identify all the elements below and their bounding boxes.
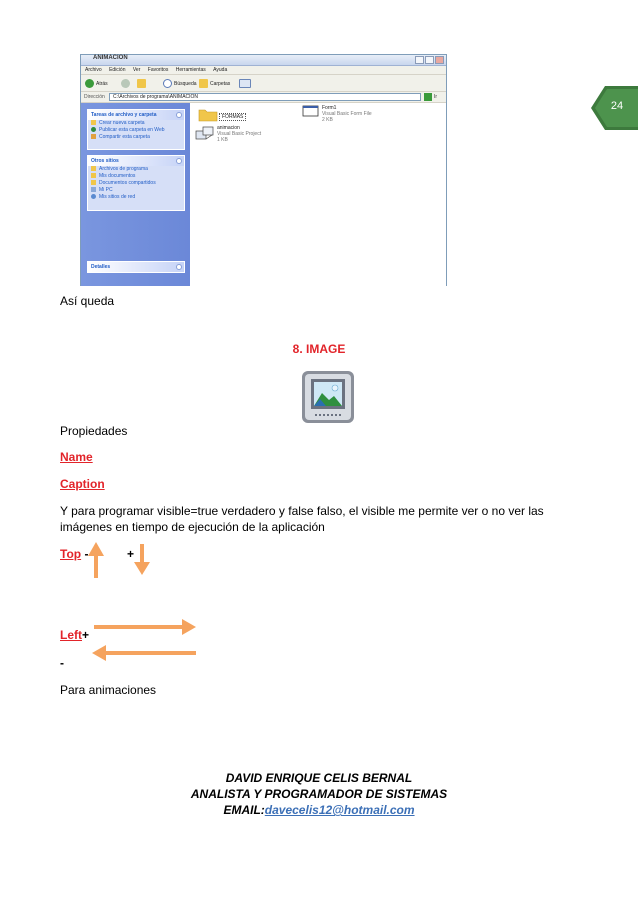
network-icon xyxy=(91,194,96,199)
documents-folder-icon xyxy=(91,173,96,178)
menu-favoritos[interactable]: Favoritos xyxy=(147,67,169,73)
back-button[interactable] xyxy=(85,79,108,89)
name-property: Name xyxy=(60,450,93,464)
left-property: Left xyxy=(60,628,82,642)
file-tasks-panel xyxy=(87,109,185,150)
top-property: Top xyxy=(60,547,82,561)
window-title: ANIMACION xyxy=(93,55,128,61)
shared-folder-icon xyxy=(91,180,96,185)
left-minus: - xyxy=(60,656,64,670)
footer-author: DAVID ENRIQUE CELIS BERNAL xyxy=(225,771,413,785)
back-label: Atrás xyxy=(96,80,108,87)
right-arrow-icon xyxy=(94,619,196,635)
views-button[interactable] xyxy=(239,79,253,89)
page-number: 24 xyxy=(610,100,624,112)
visible-description-line1: Y para programar visible=true verdadero y false falso, el visible me permite ver o no ver las xyxy=(60,504,544,518)
search-icon xyxy=(163,79,172,88)
file-size: 1 KB xyxy=(217,137,228,143)
views-icon xyxy=(239,79,251,88)
address-input[interactable]: C:\Archivos de programa\ANIMACION xyxy=(109,93,421,101)
place-label: Archivos de programa xyxy=(99,166,148,172)
expand-icon[interactable] xyxy=(176,264,182,270)
vb-project-icon xyxy=(194,125,216,143)
place-my-documents[interactable] xyxy=(88,173,184,180)
top-arrows xyxy=(84,540,156,580)
menu-bar xyxy=(81,66,446,75)
top-minus: - xyxy=(84,547,89,561)
file-tasks-title: Tareas de archivo y carpeta xyxy=(91,112,157,118)
task-publish-web[interactable] xyxy=(88,127,184,134)
other-places-panel xyxy=(87,155,185,211)
share-folder-icon xyxy=(91,134,96,139)
folder-item-formas[interactable] xyxy=(198,107,244,124)
menu-herramientas[interactable]: Herramientas xyxy=(175,67,206,73)
toolbar xyxy=(81,75,446,92)
footer-role: ANALISTA Y PROGRAMADOR DE SISTEMAS xyxy=(190,787,448,801)
globe-icon xyxy=(91,127,96,132)
menu-ver[interactable]: Ver xyxy=(132,67,141,73)
address-label: Dirección xyxy=(84,94,105,100)
forward-button[interactable] xyxy=(121,79,132,89)
place-label: Documentos compartidos xyxy=(99,180,156,186)
search-button[interactable] xyxy=(163,79,197,89)
task-label: Crear nueva carpeta xyxy=(99,120,145,126)
place-label: Mis documentos xyxy=(99,173,136,179)
close-button[interactable] xyxy=(435,56,444,64)
left-arrows xyxy=(90,616,200,662)
place-label: Mis sitios de red xyxy=(99,194,136,200)
folders-button[interactable] xyxy=(199,79,230,89)
file-type: Visual Basic Form File xyxy=(322,111,372,117)
go-arrow-icon[interactable] xyxy=(424,93,432,101)
caption-property: Caption xyxy=(60,477,105,491)
task-new-folder[interactable] xyxy=(88,120,184,127)
folder-icon xyxy=(198,107,218,122)
email-link[interactable]: davecelis12@hotmail.com xyxy=(264,803,415,817)
file-item-form1[interactable] xyxy=(302,105,372,123)
minimize-button[interactable] xyxy=(415,56,424,64)
file-item-animacion[interactable] xyxy=(194,125,262,145)
file-list xyxy=(190,103,446,286)
task-label: Publicar esta carpeta en Web xyxy=(99,127,165,133)
place-program-files[interactable] xyxy=(88,166,184,173)
task-share-folder[interactable] xyxy=(88,134,184,141)
vb-form-icon xyxy=(302,105,320,118)
place-network[interactable] xyxy=(88,194,184,201)
task-label: Compartir esta carpeta xyxy=(99,134,150,140)
details-header[interactable] xyxy=(88,262,184,272)
menu-archivo[interactable]: Archivo xyxy=(85,67,102,73)
folder-up-icon xyxy=(137,79,146,88)
left-plus: + xyxy=(82,628,90,642)
details-title: Detalles xyxy=(91,264,111,270)
collapse-icon[interactable] xyxy=(176,158,182,164)
file-type: Visual Basic Project xyxy=(217,131,262,137)
new-folder-icon xyxy=(91,120,96,125)
other-places-title: Otros sitios xyxy=(91,158,119,164)
place-my-pc[interactable] xyxy=(88,187,184,194)
other-places-header[interactable] xyxy=(88,156,184,166)
up-button[interactable] xyxy=(137,79,148,89)
search-label: Búsqueda xyxy=(174,80,197,87)
para-animaciones-text: Para animaciones xyxy=(60,683,157,697)
forward-arrow-icon xyxy=(121,79,130,88)
menu-ayuda[interactable]: Ayuda xyxy=(213,67,228,73)
file-size: 2 KB xyxy=(322,117,333,123)
footer-email-row xyxy=(0,802,638,818)
file-name: Form1 xyxy=(322,105,337,111)
asi-queda-text: Así queda xyxy=(60,294,115,308)
propiedades-label: Propiedades xyxy=(60,424,128,438)
explorer-window xyxy=(80,54,447,286)
collapse-icon[interactable] xyxy=(176,112,182,118)
folders-icon xyxy=(199,79,208,88)
image-control-icon xyxy=(300,369,356,427)
place-shared-documents[interactable] xyxy=(88,180,184,187)
folder-icon xyxy=(91,166,96,171)
left-arrow-icon xyxy=(92,645,196,661)
down-arrow-icon xyxy=(134,544,150,575)
menu-edicion[interactable]: Edición xyxy=(109,67,126,73)
task-pane xyxy=(81,103,190,286)
left-property-row xyxy=(60,628,89,643)
folders-label: Carpetas xyxy=(210,80,231,87)
back-arrow-icon xyxy=(85,79,94,88)
place-label: Mi PC xyxy=(99,187,113,193)
visible-description-line2: imágenes en tiempo de ejecución de la aplicación xyxy=(60,520,325,534)
file-name: animacion xyxy=(217,125,240,131)
file-name: FORMAS xyxy=(219,113,246,121)
file-tasks-header[interactable] xyxy=(88,110,184,120)
address-bar xyxy=(81,92,446,103)
maximize-button[interactable] xyxy=(425,56,434,64)
section-heading: 8. IMAGE xyxy=(292,342,346,356)
email-label: EMAIL: xyxy=(223,803,265,817)
details-panel xyxy=(87,261,185,273)
go-label[interactable]: Ir xyxy=(434,94,438,100)
top-plus: + xyxy=(127,547,135,561)
window-titlebar xyxy=(81,55,446,66)
up-arrow-icon xyxy=(88,542,104,578)
computer-icon xyxy=(91,187,96,192)
